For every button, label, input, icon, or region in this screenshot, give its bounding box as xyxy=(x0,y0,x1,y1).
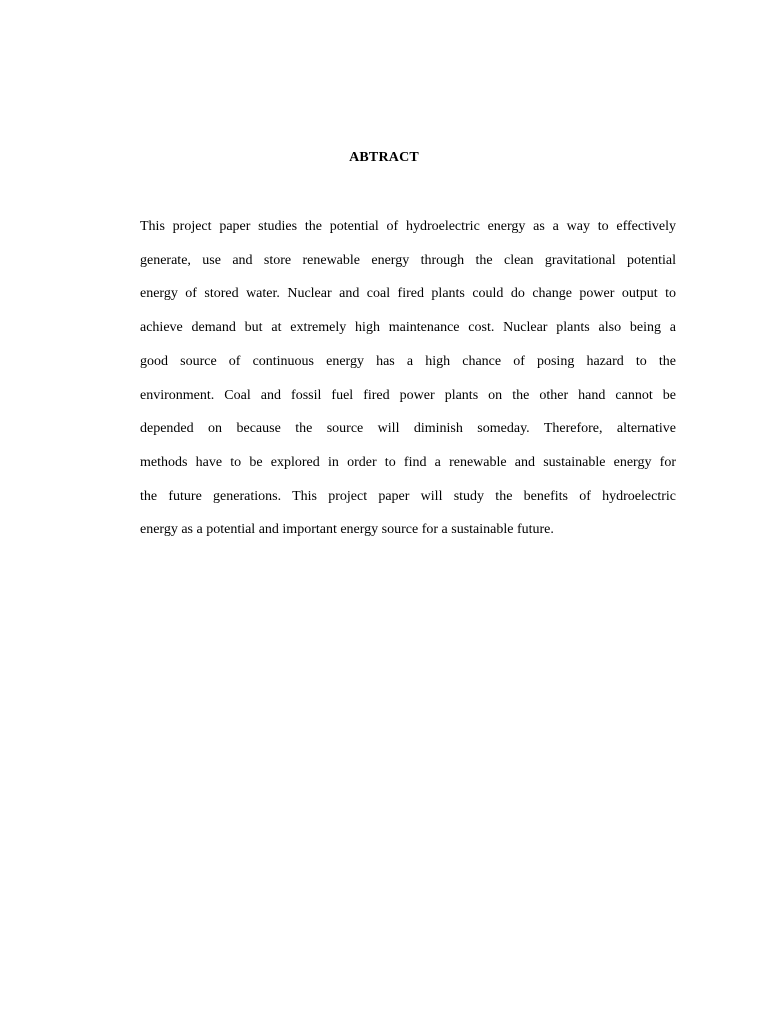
paragraph-line: energy of stored water. Nuclear and coal fired plants could do change power output to xyxy=(140,286,676,302)
abstract-paragraph xyxy=(140,210,676,547)
paragraph-line: energy as a potential and important energy source for a sustainable future. xyxy=(140,522,554,538)
paragraph-line: generate, use and store renewable energy through the clean gravitational potential xyxy=(140,252,676,268)
abstract-title: ABTRACT xyxy=(349,150,419,165)
paragraph-line: good source of continuous energy has a high chance of posing hazard to the xyxy=(140,353,676,369)
paragraph-line: depended on because the source will diminish someday. Therefore, alternative xyxy=(140,421,676,437)
paragraph-line: the future generations. This project paper will study the benefits of hydroelectric xyxy=(140,488,676,504)
paragraph-line: environment. Coal and fossil fuel fired power plants on the other hand cannot be xyxy=(140,387,676,403)
paragraph-line: methods have to be explored in order to find a renewable and sustainable energy for xyxy=(140,454,676,470)
paragraph-line: achieve demand but at extremely high maintenance cost. Nuclear plants also being a xyxy=(140,320,676,336)
paragraph-line: This project paper studies the potential of hydroelectric energy as a way to effectively xyxy=(140,219,676,234)
